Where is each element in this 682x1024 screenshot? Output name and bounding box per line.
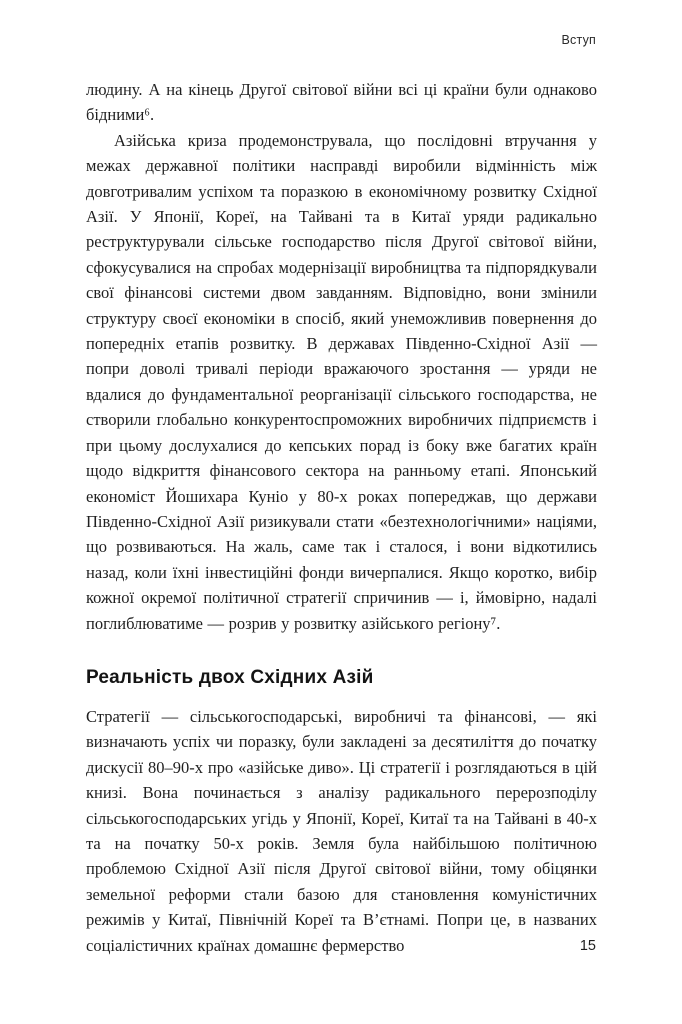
paragraph-continuation: людину. А на кінець Другої світової війни всі ці країни були однаково бідними⁶. bbox=[86, 80, 597, 125]
paragraph: Стратегії — сільськогосподарські, виробничі та фінансові, — які визначають успіх чи поразку, були закладені за десятиліття до початку дискусії 80–90-х про «азійське диво». Ці стратегії і розглядаються в цій книзі. Вона починається з аналізу радикального перерозподілу сільськогосподарських угідь у Японії, Кореї, Китаї та на Тайвані в 40-х та на початку 50-х років. Земля була найбільшою політичною проблемою Східної Азії після Другої світової війни, тому обіцянки земельної реформи стали базою для становлення комуністичних режимів у Китаї, Північній Кореї та В’єтнамі. Попри це, в названих соціалістичних країнах домашнє фермерство bbox=[86, 706, 597, 955]
section-heading: Реальність двох Східних Азій bbox=[86, 666, 374, 688]
running-header: Вступ bbox=[561, 33, 596, 47]
text-block bbox=[86, 77, 597, 958]
page-number: 15 bbox=[579, 938, 596, 954]
paragraph: Азійська криза продемонструвала, що послідовні втручання у межах державної політики насправді виробили відмінність між довготривалим успіхом та поразкою в економічному розвитку Східної Азії. У Японії, Кореї, на Тайвані та в Китаї уряди радикально реструктурували сільське господарство після Другої світової війни, сфокусувалися на спробах модернізації виробництва та підпорядкували свої фінансові системи двом завданням. Відповідно, вони змінили структуру своєї економіки в спосіб, який унеможливив повернення до попередніх етапів розвитку. В державах Південно-Східної Азії — попри доволі тривалі періоди вражаючого зростання — уряди не вдалися до фундаментальної реорганізації сільського господарства, не створили глобально конкурентоспроможних виробничих підприємств і при цьому дослухалися до кепських порад із боку вже багатих країн щодо відкриття фінансового сектора на ранньому етапі. Японський економіст Йошихара Куніо у 80-х роках попереджав, що держави Південно-Східної Азії ризикували стати «безтехнологічними» націями, що розвиваються. На жаль, саме так і сталося, і вони відкотились назад, коли їхні інвестиційні фонди вичерпалися. Якщо коротко, вибір кожної окремої політичної стратегії спричинив — і, ймовірно, надалі поглиблюватиме — розрив у розвитку азійського регіону⁷. bbox=[86, 130, 597, 633]
